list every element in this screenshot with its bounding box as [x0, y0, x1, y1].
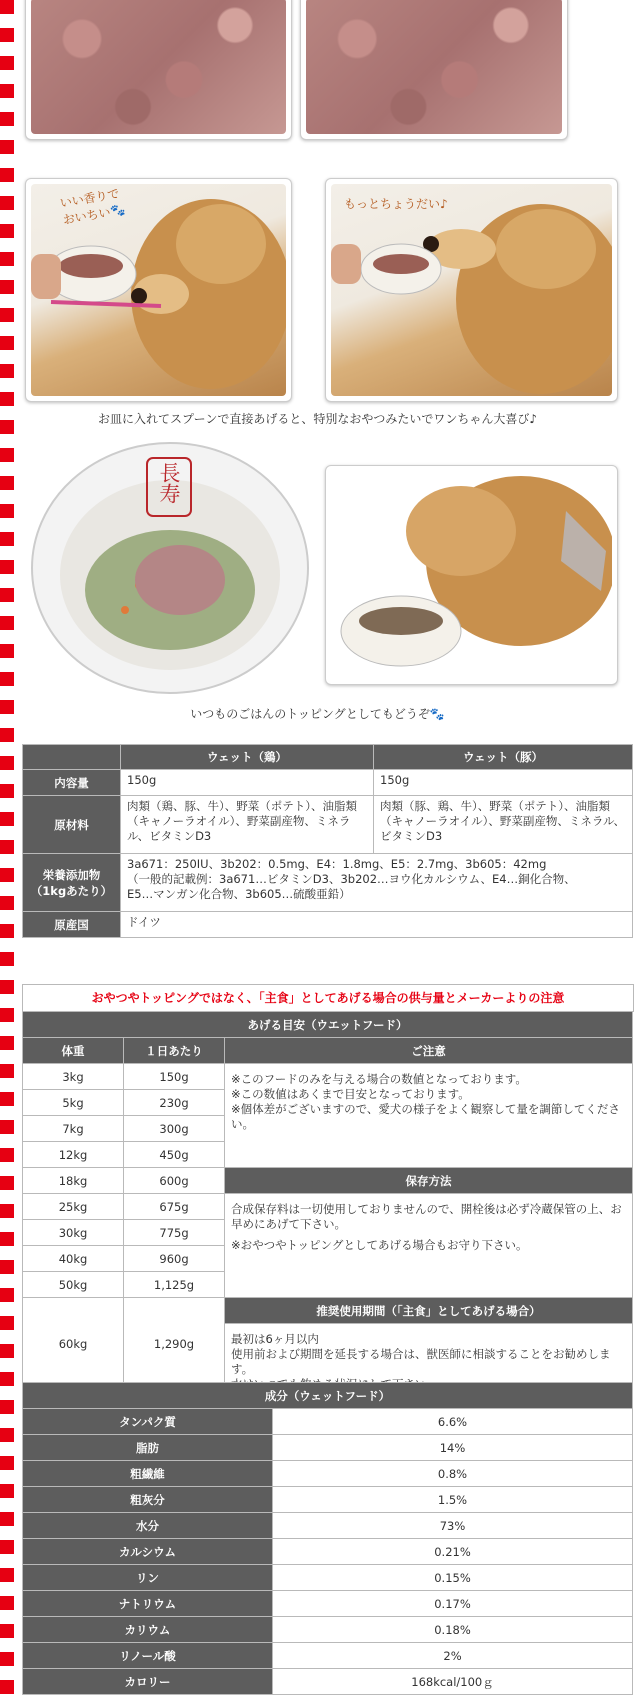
- notes-cell: ※このフードのみを与える場合の数値となっております。 ※この数値はあくまで目安となっております。 ※個体差がございますので、愛犬の様子をよく観察して量を調節してください。: [225, 1064, 633, 1168]
- storage-cell: [225, 1194, 633, 1298]
- nutrient-name: ナトリウム: [23, 1591, 273, 1617]
- nutrition-title: 成分（ウェットフード）: [23, 1383, 633, 1409]
- nutrient-value: 0.8%: [273, 1461, 633, 1487]
- row-label-origin: 原産国: [23, 912, 121, 938]
- product-info-table: [22, 744, 633, 938]
- nutrient-value: 73%: [273, 1513, 633, 1539]
- nutrient-name: 粗灰分: [23, 1487, 273, 1513]
- topping-caption: いつものごはんのトッピングとしてもどうぞ🐾: [190, 707, 445, 721]
- feeding-table: [22, 1011, 633, 1404]
- period-cell: 最初は6ヶ月以内 使用前および期間を延長する場合は、獣医師に相談することをお勧めします。: [225, 1324, 633, 1404]
- amount-cell: 675g: [124, 1194, 225, 1220]
- nutrient-value: 0.15%: [273, 1565, 633, 1591]
- amount-cell: 450g: [124, 1142, 225, 1168]
- nutrient-name: リノール酸: [23, 1643, 273, 1669]
- column-header-weight: 体重: [23, 1038, 124, 1064]
- weight-cell: 30kg: [23, 1220, 124, 1246]
- topping-bowl-photo: [30, 440, 310, 695]
- additives-value: 3a671：250IU、3b202：0.5mg、E4：1.8mg、E5：2.7mg、3b605：42mg （一般的記載例：3a671…ビタミンD3、3b202…ヨウ化カルシウム、E4…銅化合物、 E5…マンガン化合物、3b605…硫酸亜鉛）: [121, 854, 633, 912]
- nutrient-value: 1.5%: [273, 1487, 633, 1513]
- photo-handwritten-text: もっとちょうだい♪: [344, 197, 448, 211]
- weight-cell: 12kg: [23, 1142, 124, 1168]
- weight-cell: 3kg: [23, 1064, 124, 1090]
- nutrient-value: 0.18%: [273, 1617, 633, 1643]
- column-header-pork: ウェット（豚）: [374, 745, 633, 770]
- weight-cell: 5kg: [23, 1090, 124, 1116]
- content-chicken: 150g: [121, 770, 374, 796]
- nutrient-name: 脂肪: [23, 1435, 273, 1461]
- origin-value: ドイツ: [121, 912, 633, 938]
- feeding-subtitle: あげる目安（ウエットフード）: [23, 1012, 633, 1038]
- nutrient-name: タンパク質: [23, 1409, 273, 1435]
- amount-cell: 775g: [124, 1220, 225, 1246]
- nutrient-value: 14%: [273, 1435, 633, 1461]
- ingredients-chicken: 肉類（鶏、豚、牛）、野菜（ポテト）、油脂類（キャノーラオイル）、野菜副産物、ミネラル、ビタミンD3: [121, 796, 374, 854]
- nutrient-name: カロリー: [23, 1669, 273, 1695]
- dog-illustration: [331, 184, 612, 396]
- amount-cell: 960g: [124, 1246, 225, 1272]
- weight-cell: 50kg: [23, 1272, 124, 1298]
- weight-cell: 40kg: [23, 1246, 124, 1272]
- nutrient-value: 6.6%: [273, 1409, 633, 1435]
- period-title: 推奨使用期間（「主食」としてあげる場合）: [225, 1298, 633, 1324]
- amount-cell: 1,125g: [124, 1272, 225, 1298]
- dog-spoon-photo-left: [25, 178, 292, 402]
- dog-spoon-photo-right: [325, 178, 618, 402]
- meat-closeup-photo-left: [25, 0, 292, 140]
- nutrient-name: カリウム: [23, 1617, 273, 1643]
- column-header-notes: ご注意: [225, 1038, 633, 1064]
- row-label-ingredients: 原材料: [23, 796, 121, 854]
- amount-cell: 230g: [124, 1090, 225, 1116]
- weight-cell: 60kg: [23, 1298, 124, 1390]
- amount-cell: 300g: [124, 1116, 225, 1142]
- bowl-caption: お皿に入れてスプーンで直接あげると、特別なおやつみたいでワンちゃん大喜び♪: [97, 412, 538, 426]
- weight-cell: 25kg: [23, 1194, 124, 1220]
- row-label-additives: 栄養添加物 （1kgあたり）: [23, 854, 121, 912]
- nutrient-name: カルシウム: [23, 1539, 273, 1565]
- nutrient-name: リン: [23, 1565, 273, 1591]
- storage-note: ※おやつやトッピングとしてあげる場合もお守り下さい。: [231, 1238, 528, 1252]
- amount-cell: 600g: [124, 1168, 225, 1194]
- nutrient-name: 水分: [23, 1513, 273, 1539]
- meat-closeup-photo-right: [300, 0, 568, 140]
- dog-eating-bowl-photo: [325, 465, 618, 685]
- nutrient-value: 0.21%: [273, 1539, 633, 1565]
- feeding-warning-title: [22, 984, 634, 1012]
- nutrition-table: [22, 1382, 633, 1695]
- storage-text: 合成保存料は一切使用しておりませんので、開栓後は必ず冷蔵保管の上、お早めにあげて下さい。: [231, 1202, 622, 1231]
- column-header-chicken: ウェット（鶏）: [121, 745, 374, 770]
- content-pork: 150g: [374, 770, 633, 796]
- nutrient-value: 0.17%: [273, 1591, 633, 1617]
- storage-title: 保存方法: [225, 1168, 633, 1194]
- amount-cell: 150g: [124, 1064, 225, 1090]
- decorative-stripe-border: [0, 0, 14, 1703]
- amount-cell: 1,290g: [124, 1298, 225, 1390]
- photo-handwritten-text: いい香りで おいちい🐾: [58, 186, 127, 228]
- nutrient-value: 168kcal/100ｇ: [273, 1669, 633, 1695]
- nutrient-name: 粗繊維: [23, 1461, 273, 1487]
- ingredients-pork: 肉類（豚、鶏、牛）、野菜（ポテト）、油脂類（キャノーラオイル）、野菜副産物、ミネラル、ビタミンD3: [374, 796, 633, 854]
- bowl-stamp-text: 長寿: [157, 462, 181, 504]
- weight-cell: 7kg: [23, 1116, 124, 1142]
- table-corner: [23, 745, 121, 770]
- row-label-content: 内容量: [23, 770, 121, 796]
- column-header-daily: １日あたり: [124, 1038, 225, 1064]
- nutrient-value: 2%: [273, 1643, 633, 1669]
- weight-cell: 18kg: [23, 1168, 124, 1194]
- feeding-warning-text: おやつやトッピングではなく、「主食」としてあげる場合の供与量とメーカーよりの注意: [91, 991, 565, 1005]
